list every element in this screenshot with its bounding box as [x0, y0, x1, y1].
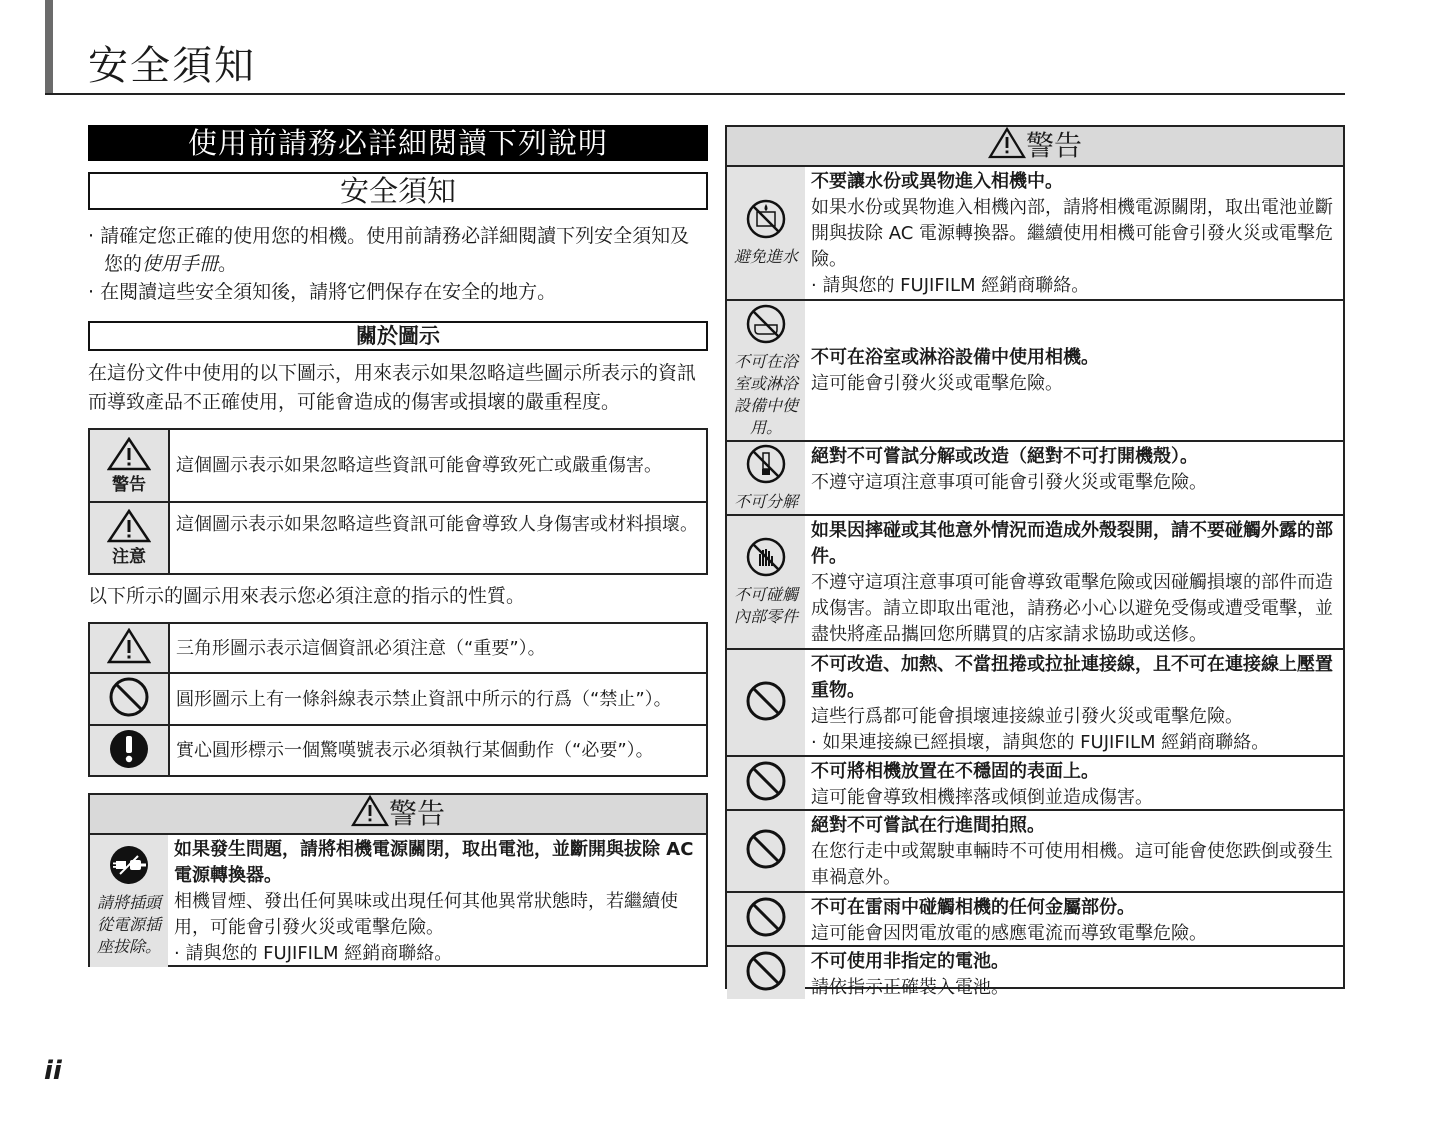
warning-triangle-icon — [107, 456, 151, 475]
manual-reference: 使用手冊 — [142, 253, 219, 275]
warning-row — [727, 809, 1343, 891]
warning-title: 絕對不可嘗試分解或改造（絕對不可打開機殼）。 — [811, 446, 1198, 467]
warning-title: 不可改造、加熱、不當扭捲或拉扯連接線，且不可在連接線上壓置重物。 — [811, 654, 1333, 701]
prohibited-icon — [745, 950, 787, 996]
warning-row — [90, 835, 706, 967]
instruction-text: 實心圓形標示一個驚嘆號表示必須執行某個動作（“必要”）。 — [169, 725, 707, 776]
warning-row — [727, 514, 1343, 648]
header-rule — [45, 93, 1345, 95]
severity-text: 這個圖示表示如果忽略這些資訊可能會導致死亡或嚴重傷害。 — [169, 429, 707, 502]
warning-body: 不遵守這項注意事項可能會引發火災或電擊危險。 — [811, 472, 1207, 493]
right-warning-box — [725, 125, 1345, 998]
warning-title: 如果發生問題，請將相機電源關閉，取出電池，並斷開與拔除 AC 電源轉換器。 — [174, 839, 694, 886]
warning-title: 不可將相機放置在不穩固的表面上。 — [811, 761, 1099, 782]
warning-row — [727, 945, 1343, 999]
severity-row — [89, 429, 707, 502]
prohibited-icon — [745, 760, 787, 806]
warning-body: 這可能會導致相機摔落或傾倒並造成傷害。 — [811, 787, 1153, 808]
intro-bullets — [88, 222, 708, 306]
severity-table — [88, 428, 708, 575]
no-touch-icon — [745, 536, 787, 582]
warning-title: 不可使用非指定的電池。 — [811, 951, 1009, 972]
instruction-row — [89, 623, 707, 673]
warning-heading: 警告 — [90, 795, 706, 835]
no-water-icon — [745, 198, 787, 244]
warning-triangle-icon — [351, 795, 389, 837]
warning-note: · 如果連接線已經損壞，請與您的 FUJIFILM 經銷商聯絡。 — [811, 732, 1270, 753]
warning-note: · 請與您的 FUJIFILM 經銷商聯絡。 — [174, 943, 453, 964]
severity-label: 警告 — [112, 474, 146, 495]
safety-subtitle: 安全須知 — [88, 172, 708, 210]
prohibited-icon — [745, 828, 787, 874]
severity-text: 這個圖示表示如果忽略這些資訊可能會導致人身傷害或材料損壞。 — [169, 502, 707, 574]
prohibited-icon — [745, 896, 787, 942]
icons-heading: 關於圖示 — [88, 321, 708, 351]
warning-body: 請依指示正確裝入電池。 — [811, 977, 1009, 998]
mandatory-icon — [108, 755, 150, 774]
warning-row — [727, 167, 1343, 299]
warning-caption: 請將插頭從電源插座拔除。 — [96, 893, 161, 956]
left-warning-box — [88, 793, 708, 967]
caution-triangle-icon — [107, 528, 151, 547]
warning-title: 不可在浴室或淋浴設備中使用相機。 — [811, 346, 1099, 368]
no-disassembly-icon — [745, 443, 787, 489]
warning-caption: 避免進水 — [733, 247, 798, 266]
warning-row — [727, 440, 1343, 514]
instructions-intro: 以下所示的圖示用來表示您必須注意的指示的性質。 — [88, 585, 526, 607]
warning-body: 這些行爲都可能會損壞連接線並引發火災或電擊危險。 — [811, 706, 1243, 727]
warning-triangle-icon — [988, 127, 1026, 169]
warning-heading: 警告 — [727, 127, 1343, 167]
warning-title: 不要讓水份或異物進入相機中。 — [811, 171, 1063, 192]
icons-intro: 在這份文件中使用的以下圖示，用來表示如果忽略這些圖示所表示的資訊而導致產品不正確使用，可能會造成的傷害或損壞的嚴重程度。 — [88, 362, 697, 413]
instruction-row — [89, 673, 707, 725]
page-number: ii — [44, 1056, 62, 1086]
warning-note: · 請與您的 FUJIFILM 經銷商聯絡。 — [811, 275, 1090, 296]
bullet-item: · 在閱讀這些安全須知後，請將它們保存在安全的地方。 — [88, 281, 557, 303]
no-bath-icon — [745, 303, 787, 349]
warning-caption: 不可在浴室或淋浴設備中使用。 — [733, 351, 798, 437]
unplug-icon — [108, 844, 150, 890]
warning-row — [727, 299, 1343, 440]
instruction-row — [89, 725, 707, 776]
warning-caption: 不可碰觸內部零件 — [733, 585, 798, 626]
instruction-text: 三角形圖示表示這個資訊必須注意（“重要”）。 — [169, 623, 707, 673]
warning-title: 不可在雷雨中碰觸相機的任何金屬部份。 — [811, 897, 1135, 918]
warning-row — [727, 755, 1343, 809]
warning-row — [727, 891, 1343, 945]
warning-body: 相機冒煙、發出任何異味或出現任何其他異常狀態時，若繼續使用，可能會引發火災或電擊危險。 — [174, 891, 678, 938]
severity-label: 注意 — [112, 547, 146, 567]
page-title: 安全須知 — [88, 43, 256, 89]
warning-body: 這可能會引發火災或電擊危險。 — [811, 372, 1063, 394]
warning-body: 在您行走中或駕駛車輛時不可使用相機。這可能會使您跌倒或發生車禍意外。 — [811, 841, 1333, 888]
warning-title: 絕對不可嘗試在行進間拍照。 — [811, 815, 1045, 836]
warning-caption: 不可分解 — [733, 492, 798, 511]
warning-title: 如果因摔碰或其他意外情況而造成外殼裂開，請不要碰觸外露的部件。 — [811, 520, 1333, 567]
read-before-use-banner: 使用前請務必詳細閱讀下列說明 — [88, 125, 708, 161]
prohibited-icon — [108, 703, 150, 722]
warning-row — [727, 648, 1343, 755]
instruction-text: 圓形圖示上有一條斜線表示禁止資訊中所示的行爲（“禁止”）。 — [169, 673, 707, 725]
warning-body: 不遵守這項注意事項可能會導致電擊危險或因碰觸損壞的部件而造成傷害。請立即取出電池，請務必小心以避免受傷或遭受電擊，並盡快將產品攜回您所購買的店家請求協助或送修。 — [811, 572, 1333, 645]
prohibited-icon — [745, 680, 787, 726]
header-accent-bar — [45, 0, 53, 95]
instruction-icons-table — [88, 622, 708, 777]
warning-body: 如果水份或異物進入相機內部，請將相機電源關閉，取出電池並斷開與拔除 AC 電源轉換器。繼續使用相機可能會引發火災或電擊危險。 — [811, 197, 1334, 270]
severity-row — [89, 502, 707, 574]
bullet-item: · 請確定您正確的使用您的相機。使用前請務必詳細閱讀下列安全須知及您的使用手冊。 — [88, 225, 690, 275]
warning-body: 這可能會因閃電放電的感應電流而導致電擊危險。 — [811, 923, 1207, 944]
triangle-icon — [107, 649, 151, 668]
